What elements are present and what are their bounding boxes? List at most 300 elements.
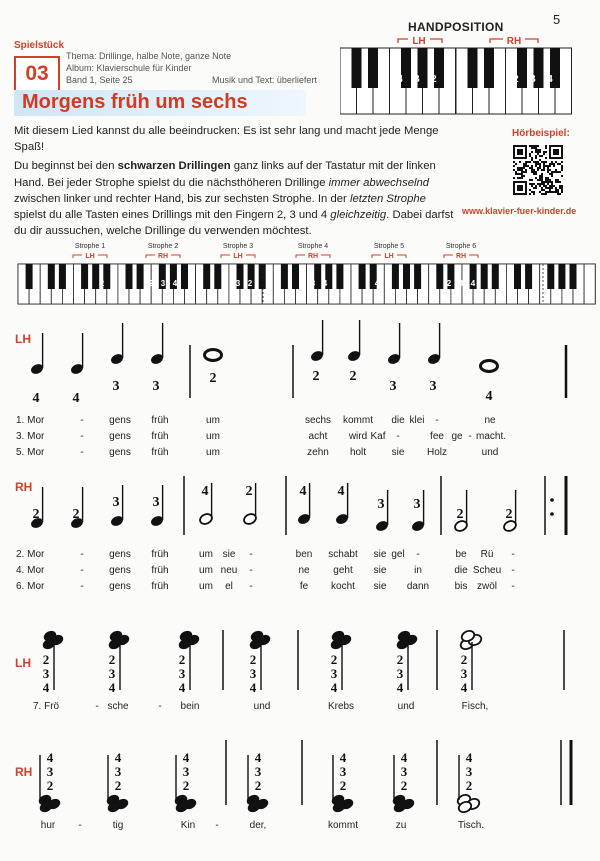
qr-module xyxy=(537,149,539,151)
qr-module xyxy=(521,175,523,177)
qr-module xyxy=(561,165,563,167)
finger-number: 3 xyxy=(152,379,160,394)
qr-module xyxy=(547,165,549,167)
strophe-finger: 2 xyxy=(247,279,253,288)
qr-module xyxy=(539,175,541,177)
chord xyxy=(41,629,65,695)
chord xyxy=(248,629,272,695)
lyric: be xyxy=(455,549,467,560)
qr-module xyxy=(519,167,521,169)
lyric: - xyxy=(511,565,515,576)
qr-module xyxy=(535,165,537,167)
black-key xyxy=(352,48,362,88)
qr-module xyxy=(541,183,543,185)
qr-module xyxy=(541,177,543,179)
finger-number: 4 xyxy=(460,680,468,695)
finger-number: 4 xyxy=(485,389,493,404)
qr-module xyxy=(531,171,533,173)
qr-module xyxy=(559,193,561,195)
qr-module xyxy=(553,185,555,187)
qr-code-icon[interactable] xyxy=(513,145,563,195)
lyric: sie xyxy=(373,549,387,560)
qr-module xyxy=(547,177,549,179)
lyric: macht. xyxy=(475,431,507,442)
qr-module xyxy=(541,175,543,177)
finger-number: 2 xyxy=(178,652,186,667)
qr-module xyxy=(529,155,531,157)
strophe-finger: 4 xyxy=(374,279,380,288)
qr-module xyxy=(549,189,551,191)
page-number: 5 xyxy=(553,12,561,27)
qr-module xyxy=(547,179,549,181)
piece-number: 03 xyxy=(14,56,60,92)
lyric: - xyxy=(80,565,84,576)
spielstueck-label: Spielstück xyxy=(14,40,65,51)
qr-module xyxy=(555,189,557,191)
finger-number: 3 xyxy=(108,666,116,681)
lyric: - xyxy=(80,447,84,458)
lyric: - xyxy=(80,431,84,442)
chord xyxy=(37,750,62,814)
qr-module xyxy=(555,191,557,193)
finger-number: 2 xyxy=(46,778,54,793)
finger-number: 3 xyxy=(377,497,385,512)
qr-module xyxy=(557,171,559,173)
qr-module xyxy=(549,173,551,175)
qr-module xyxy=(531,169,533,171)
qr-module xyxy=(531,165,533,167)
quarter-note xyxy=(69,333,84,406)
meta-line: Band 1, Seite 25 xyxy=(66,75,133,85)
black-key xyxy=(514,264,521,289)
chord-whole xyxy=(456,750,481,814)
quarter-note xyxy=(309,320,324,384)
qr-module xyxy=(545,193,547,195)
qr-module xyxy=(553,171,555,173)
qr-module xyxy=(523,163,525,165)
finger-number: 3 xyxy=(254,764,262,779)
chord xyxy=(245,750,270,814)
qr-module xyxy=(529,183,531,185)
qr-module xyxy=(535,163,537,165)
finger-number: 4 xyxy=(46,750,54,765)
chord xyxy=(105,750,130,814)
qr-module xyxy=(521,173,523,175)
qr-module xyxy=(541,169,543,171)
qr-module xyxy=(517,173,519,175)
finger-number: 4 xyxy=(330,680,338,695)
qr-module xyxy=(535,147,537,149)
qr-module xyxy=(521,177,523,179)
strophe-label: Strophe 4 xyxy=(297,243,329,250)
lyric: um xyxy=(206,447,220,458)
strophe-keyboard xyxy=(0,236,600,308)
black-key xyxy=(336,264,343,289)
repeat-dot xyxy=(550,512,554,516)
lyric: sechs xyxy=(304,415,332,426)
strophe-finger: 2 xyxy=(148,279,154,288)
qr-module xyxy=(517,177,519,179)
black-key xyxy=(368,48,378,88)
credit: Musik und Text: überliefert xyxy=(212,75,317,85)
finger-number: 3 xyxy=(152,495,160,510)
finger-number: 3 xyxy=(46,764,54,779)
qr-module xyxy=(531,151,533,153)
lyric: 2. Mor xyxy=(16,549,45,560)
qr-module xyxy=(533,161,535,163)
half-note xyxy=(453,490,468,533)
qr-module xyxy=(561,161,563,163)
qr-module xyxy=(561,185,563,187)
qr-module xyxy=(553,163,555,165)
qr-module xyxy=(557,193,559,195)
qr-module xyxy=(545,185,547,187)
black-key xyxy=(203,264,210,289)
lyric: Rü xyxy=(480,549,494,560)
chord xyxy=(330,750,355,814)
qr-module xyxy=(543,151,545,153)
qr-module xyxy=(549,185,551,187)
qr-module xyxy=(555,169,557,171)
half-note xyxy=(502,490,517,533)
qr-module xyxy=(541,181,543,183)
lyric: und xyxy=(397,701,415,712)
finger-number: 3 xyxy=(182,764,190,779)
lyric: ge xyxy=(451,431,463,442)
lyric: gens xyxy=(109,549,131,560)
qr-module xyxy=(551,187,553,189)
qr-module xyxy=(535,187,537,189)
finger-number: 3 xyxy=(413,497,421,512)
black-key xyxy=(26,264,33,289)
lyric: 3. Mor xyxy=(16,431,45,442)
lyric: um xyxy=(199,565,213,576)
chord-whole xyxy=(459,629,483,695)
qr-module xyxy=(561,187,563,189)
finger-number: 4 xyxy=(182,750,190,765)
qr-module xyxy=(527,165,529,167)
finger-number: 3 xyxy=(396,666,404,681)
qr-module xyxy=(535,185,537,187)
system4-hand-label: RH xyxy=(15,765,33,779)
finger-number: 2 xyxy=(114,778,122,793)
qr-module xyxy=(543,189,545,191)
strophe-hand: LH xyxy=(233,253,243,260)
finger-number: 3 xyxy=(178,666,186,681)
lyric: 7. Frö xyxy=(33,701,60,712)
qr-module xyxy=(541,173,543,175)
qr-module xyxy=(535,145,537,147)
qr-module xyxy=(529,193,531,195)
qr-module xyxy=(519,173,521,175)
finger-number: 3 xyxy=(339,764,347,779)
strophe-label: Strophe 1 xyxy=(74,243,106,250)
strophe-finger: 4 xyxy=(322,279,328,288)
qr-module xyxy=(537,153,539,155)
finger-number: 3 xyxy=(114,764,122,779)
hp-finger: 4 xyxy=(547,73,553,85)
hand-position-title: HANDPOSITION xyxy=(408,20,504,34)
lyric: bis xyxy=(454,581,468,592)
black-key xyxy=(570,264,577,289)
qr-module xyxy=(545,181,547,183)
strophe-hand: LH xyxy=(85,253,95,260)
lyric: - xyxy=(249,581,253,592)
finger-number: 4 xyxy=(114,750,122,765)
keyboard-keys xyxy=(18,264,595,304)
qr-module xyxy=(551,181,553,183)
strophe-finger: 3 xyxy=(386,279,392,288)
qr-module xyxy=(537,183,539,185)
lyric: kocht xyxy=(331,581,355,592)
quarter-note xyxy=(410,490,425,533)
qr-module xyxy=(547,183,549,185)
chord xyxy=(177,629,201,695)
black-key xyxy=(92,264,99,289)
meta-line: Album: Klavierschule für Kinder xyxy=(66,63,192,73)
qr-module xyxy=(549,169,551,171)
lyric: früh xyxy=(151,581,169,592)
half-note xyxy=(198,483,213,526)
qr-module xyxy=(535,149,537,151)
qr-module xyxy=(537,169,539,171)
qr-module xyxy=(537,145,539,147)
qr-module xyxy=(517,167,519,169)
lyric: schabt xyxy=(328,549,358,560)
lyric: früh xyxy=(151,565,169,576)
lyric: um xyxy=(206,415,220,426)
qr-module xyxy=(545,147,547,149)
lyric: klei xyxy=(409,415,425,426)
finger-number: 2 xyxy=(349,369,357,384)
finger-number: 2 xyxy=(245,484,253,499)
chord xyxy=(173,750,198,814)
qr-module xyxy=(533,147,535,149)
qr-module xyxy=(553,165,555,167)
qr-module xyxy=(547,181,549,183)
lyric: - xyxy=(158,701,162,712)
qr-module xyxy=(533,171,535,173)
quarter-note xyxy=(109,485,124,528)
qr-module xyxy=(539,159,541,161)
strophe-finger: 4 xyxy=(223,279,229,288)
lyric: sie xyxy=(391,447,405,458)
black-key xyxy=(137,264,144,289)
lyric: zehn xyxy=(307,447,329,458)
qr-finder xyxy=(517,185,523,191)
qr-module xyxy=(539,149,541,151)
strophe-finger: 2 xyxy=(298,279,304,288)
qr-module xyxy=(525,165,527,167)
lyric: - xyxy=(215,820,219,831)
strophe-hand: LH xyxy=(384,253,394,260)
lyric: kommt xyxy=(343,415,373,426)
qr-module xyxy=(533,191,535,193)
qr-module xyxy=(531,157,533,159)
qr-module xyxy=(519,161,521,163)
finger-number: 3 xyxy=(249,666,257,681)
finger-number: 2 xyxy=(396,652,404,667)
lyric: gel xyxy=(391,549,405,560)
quarter-note xyxy=(426,323,441,394)
lyric: Fisch, xyxy=(461,701,489,712)
black-key xyxy=(314,264,321,289)
qr-module xyxy=(529,167,531,169)
lyric: Scheu xyxy=(472,565,502,576)
lyric: geht xyxy=(333,565,353,576)
qr-module xyxy=(557,179,559,181)
qr-module xyxy=(545,191,547,193)
qr-module xyxy=(513,161,515,163)
quarter-note xyxy=(386,323,401,394)
strophe-finger: 2 xyxy=(446,279,452,288)
qr-module xyxy=(515,173,517,175)
qr-module xyxy=(531,145,533,147)
finger-number: 3 xyxy=(465,764,473,779)
lyric: in xyxy=(414,565,422,576)
lyric: - xyxy=(80,581,84,592)
website-link[interactable]: www.klavier-fuer-kinder.de xyxy=(462,206,577,216)
qr-module xyxy=(537,151,539,153)
black-key xyxy=(414,264,421,289)
qr-module xyxy=(549,179,551,181)
qr-module xyxy=(561,191,563,193)
lyric: gens xyxy=(109,431,131,442)
lyric: ne xyxy=(298,565,310,576)
strophe-hand: RH xyxy=(307,253,319,260)
black-key xyxy=(281,264,288,289)
hp-finger: 2 xyxy=(431,73,437,85)
qr-module xyxy=(541,179,543,181)
qr-module xyxy=(559,163,561,165)
finger-number: 2 xyxy=(209,371,217,386)
quarter-note xyxy=(29,333,44,406)
lyric: - xyxy=(78,820,82,831)
qr-module xyxy=(555,179,557,181)
qr-module xyxy=(525,161,527,163)
qr-module xyxy=(535,151,537,153)
system3-hand-label: LH xyxy=(15,656,31,670)
qr-module xyxy=(533,145,535,147)
qr-module xyxy=(535,171,537,173)
qr-module xyxy=(525,163,527,165)
qr-module xyxy=(549,181,551,183)
lyric: um xyxy=(199,581,213,592)
chord xyxy=(107,629,131,695)
qr-module xyxy=(557,189,559,191)
black-key xyxy=(558,264,565,289)
whole-note xyxy=(205,350,222,387)
qr-module xyxy=(543,183,545,185)
finger-number: 4 xyxy=(178,680,186,695)
finger-number: 3 xyxy=(389,379,397,394)
black-key xyxy=(59,264,66,289)
strophe-finger: 4 xyxy=(75,279,81,288)
qr-module xyxy=(529,145,531,147)
finger-number: 4 xyxy=(400,750,408,765)
qr-module xyxy=(543,161,545,163)
qr-module xyxy=(531,191,533,193)
qr-module xyxy=(539,177,541,179)
finger-number: 4 xyxy=(42,680,50,695)
finger-number: 4 xyxy=(339,750,347,765)
qr-module xyxy=(539,191,541,193)
qr-module xyxy=(539,185,541,187)
qr-module xyxy=(553,191,555,193)
lyric: 6. Mor xyxy=(16,581,45,592)
lyric: Krebs xyxy=(327,701,355,712)
quarter-note xyxy=(109,323,124,394)
finger-number: 2 xyxy=(465,778,473,793)
system1-hand-label: LH xyxy=(15,332,31,346)
lyric: früh xyxy=(151,549,169,560)
qr-module xyxy=(531,147,533,149)
qr-module xyxy=(517,169,519,171)
strophe-label: Strophe 3 xyxy=(222,243,254,250)
lyric: bein xyxy=(180,701,200,712)
black-key xyxy=(525,264,532,289)
quarter-note xyxy=(296,483,311,526)
quarter-note xyxy=(346,320,361,384)
finger-number: 2 xyxy=(42,652,50,667)
lyric: - xyxy=(249,565,253,576)
lyric: gens xyxy=(109,565,131,576)
finger-number: 4 xyxy=(72,391,80,406)
qr-module xyxy=(539,167,541,169)
qr-module xyxy=(531,159,533,161)
black-key xyxy=(481,264,488,289)
qr-module xyxy=(539,163,541,165)
qr-module xyxy=(551,183,553,185)
qr-module xyxy=(539,151,541,153)
lyric: um xyxy=(199,549,213,560)
lyric: und xyxy=(481,447,499,458)
qr-module xyxy=(561,169,563,171)
qr-module xyxy=(545,161,547,163)
lyric: neu xyxy=(220,565,238,576)
qr-module xyxy=(531,167,533,169)
black-key xyxy=(48,264,55,289)
lyric: - xyxy=(80,549,84,560)
lyric: hur xyxy=(40,820,56,831)
lyric: - xyxy=(80,415,84,426)
finger-number: 2 xyxy=(312,369,320,384)
black-key xyxy=(547,264,554,289)
qr-module xyxy=(543,169,545,171)
qr-module xyxy=(535,155,537,157)
finger-number: 2 xyxy=(456,507,464,522)
qr-module xyxy=(557,181,559,183)
finger-number: 3 xyxy=(42,666,50,681)
lyric: - xyxy=(95,701,99,712)
lyric: - xyxy=(511,581,515,592)
qr-module xyxy=(535,173,537,175)
finger-number: 4 xyxy=(254,750,262,765)
qr-module xyxy=(529,189,531,191)
black-key xyxy=(126,264,133,289)
finger-number: 2 xyxy=(108,652,116,667)
qr-module xyxy=(535,177,537,179)
qr-finder xyxy=(553,149,559,155)
qr-module xyxy=(557,163,559,165)
qr-module xyxy=(555,171,557,173)
qr-module xyxy=(545,177,547,179)
lyric: sche xyxy=(107,701,129,712)
strophe-finger: 2 xyxy=(99,279,105,288)
qr-module xyxy=(513,165,515,167)
qr-module xyxy=(545,151,547,153)
hp-finger: 3 xyxy=(530,73,536,85)
